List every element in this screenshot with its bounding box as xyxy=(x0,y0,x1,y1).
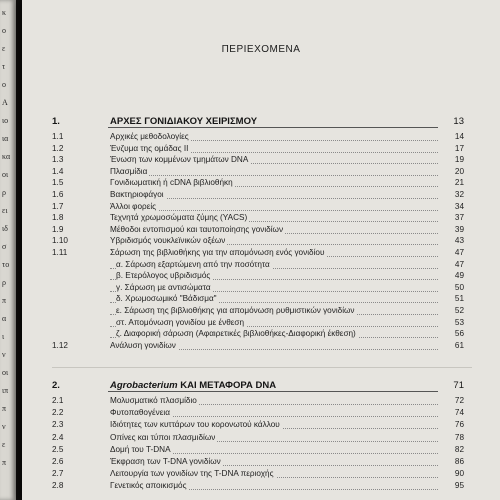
toc-entry-page: 49 xyxy=(454,271,464,281)
toc-entry-page: 61 xyxy=(454,340,464,350)
toc-entry-page: 74 xyxy=(454,408,464,418)
document-page xyxy=(22,0,500,500)
toc-entry-number: 2.5 xyxy=(52,444,64,454)
adjacent-page-fragment: ο xyxy=(2,26,6,35)
toc-entry-number: 1.6 xyxy=(52,190,64,199)
toc-entry-page: 51 xyxy=(454,294,464,304)
toc-entry-page: 76 xyxy=(454,420,464,430)
toc-entry xyxy=(52,408,472,420)
toc-entry-number: 1.10 xyxy=(52,236,68,246)
toc-entry-number: 1.8 xyxy=(52,213,64,223)
toc-entry xyxy=(52,283,472,295)
toc-entry xyxy=(52,155,472,167)
toc-entry-page: 95 xyxy=(454,481,464,491)
chapter-number: 1. xyxy=(52,116,60,127)
toc-entry-page: 39 xyxy=(454,224,464,234)
adjacent-page-fragment: α xyxy=(2,314,7,323)
toc-entry-text: Γενετικός αποικισμός xyxy=(110,481,187,491)
toc-entry-page: 21 xyxy=(454,178,464,188)
toc-entry-page: 47 xyxy=(454,259,464,269)
adjacent-page-fragment: κα xyxy=(2,152,11,161)
chapter-1-heading xyxy=(52,116,472,132)
adjacent-page-fragment: ν xyxy=(2,350,6,359)
toc-entry-page: 82 xyxy=(454,444,464,454)
toc-entry xyxy=(52,457,472,469)
toc-entry-page: 20 xyxy=(454,166,464,176)
adjacent-page-fragment: π xyxy=(2,404,7,413)
toc-entry-number: 1.5 xyxy=(52,178,64,188)
adjacent-page-fragment: ρ xyxy=(2,188,6,197)
toc-entry-page: 72 xyxy=(454,396,464,405)
adjacent-page-fragment: ει xyxy=(2,206,8,215)
chapter-title: ΑΡΧΕΣ ΓΟΝΙΔΙΑΚΟΥ ΧΕΙΡΙΣΜΟΥ xyxy=(110,116,258,127)
page-title: ΠΕΡΙΕΧΟΜΕΝΑ xyxy=(221,44,301,55)
chapter-rule xyxy=(108,127,438,128)
toc-entry-number: 1.3 xyxy=(52,155,64,165)
adjacent-page-fragment: σ xyxy=(2,242,7,251)
toc-entry-text: Ένωση των κομμένων τμημάτων DNA xyxy=(110,155,249,165)
toc-entry-page: 34 xyxy=(454,201,464,211)
toc-entry-text: α. Σάρωση εξαρτώμενη από την ποσότητα xyxy=(116,259,270,269)
adjacent-page-fragment: Α xyxy=(2,98,8,107)
toc-entry-text: Μολυσματικό πλασμίδιο xyxy=(110,396,197,405)
toc-entry xyxy=(52,236,472,248)
toc-entry xyxy=(52,318,472,330)
toc-entry-text: Υβριδισμός νουκλεϊνικών οξέων xyxy=(110,236,226,246)
toc-entry-number: 1.12 xyxy=(52,340,68,350)
toc-entry xyxy=(52,202,472,214)
adjacent-page-fragment: τ xyxy=(2,62,6,71)
toc-entry xyxy=(52,294,472,306)
toc-entry-text: Σάρωση της βιβλιοθήκης για την απομόνωση ενός γονιδίου xyxy=(110,248,325,257)
toc-entry xyxy=(52,396,472,408)
toc-entry-number: 2.4 xyxy=(52,432,64,442)
toc-entry-number: 2.1 xyxy=(52,396,64,405)
toc-entry xyxy=(52,225,472,237)
toc-entry xyxy=(52,433,472,445)
chapter-page: 13 xyxy=(453,116,464,127)
toc-entry-number: 1.11 xyxy=(52,248,68,257)
adjacent-page-fragment: οι xyxy=(2,170,9,179)
toc-entry-page: 17 xyxy=(454,143,464,153)
adjacent-page-fragment: κ xyxy=(2,8,7,17)
toc-entry-text: γ. Σάρωση με αντισώματα xyxy=(116,282,211,292)
toc-entry-text: Γονιδιωματική ή cDNA βιβλιοθήκη xyxy=(110,178,233,188)
toc-leader-dots xyxy=(110,210,438,211)
chapter-number: 2. xyxy=(52,380,60,391)
toc-entry-text: Δομή του T-DNA xyxy=(110,444,171,454)
toc-entry-page: 37 xyxy=(454,213,464,223)
toc-entry-page: 50 xyxy=(454,282,464,292)
toc-entry-number: 1.7 xyxy=(52,201,64,211)
toc-entry xyxy=(52,341,472,353)
toc-entry-text: Λειτουργία των γονιδίων της T-DNA περιοχής xyxy=(110,469,274,479)
toc-entry-text: δ. Χρωμοσωμικό "Βάδισμα" xyxy=(116,294,217,304)
toc-entry-text: στ. Απομόνωση γονιδίου με ένθεση xyxy=(116,317,245,327)
chapter-2-heading xyxy=(52,380,472,396)
chapter-rule xyxy=(108,391,438,392)
adjacent-page-fragment: ι xyxy=(2,332,5,341)
toc-entry-number: 2.3 xyxy=(52,420,64,430)
toc-entry xyxy=(52,445,472,457)
adjacent-page-fragment: ια xyxy=(2,134,9,143)
toc-entry-number: 1.1 xyxy=(52,132,64,141)
toc-entry xyxy=(52,178,472,190)
toc-entry-page: 86 xyxy=(454,457,464,466)
toc-entry-page: 56 xyxy=(454,329,464,339)
chapter-title-italic: Agrobacterium xyxy=(110,380,178,391)
adjacent-page-fragment: π xyxy=(2,458,7,467)
toc-entry-text: Φυτοπαθογένεια xyxy=(110,408,170,418)
toc-entry-page: 52 xyxy=(454,306,464,315)
toc-entry-text: Βακτηριοφάγοι xyxy=(110,190,164,199)
toc-entry-text: Μέθοδοι εντοπισμού και ταυτοποίησης γονιδίων xyxy=(110,224,284,234)
chapter-page: 71 xyxy=(453,380,464,391)
adjacent-page-fragment: ιο xyxy=(2,116,9,125)
toc-entry-text: Αρχικές μεθοδολογίες xyxy=(110,132,189,141)
toc-entry xyxy=(52,132,472,144)
toc-entry-text: Οπίνες και τύποι πλασμιδίων xyxy=(110,432,216,442)
adjacent-page-fragment: οι xyxy=(2,368,9,377)
toc-entry-number: 1.2 xyxy=(52,143,64,153)
toc-entry-number: 2.7 xyxy=(52,469,64,479)
adjacent-page-strip xyxy=(0,0,16,500)
adjacent-page-fragment: ιπ xyxy=(2,386,9,395)
toc-entry-text: ζ. Διαφορική σάρωση (Αφαιρετικές βιβλιοθήκες-Διαφορική έκθεση) xyxy=(116,329,356,339)
toc-entry xyxy=(52,481,472,493)
adjacent-page-fragment: ε xyxy=(2,440,6,449)
toc-entry xyxy=(52,167,472,179)
toc-entry-number: 2.8 xyxy=(52,481,64,491)
adjacent-page-fragment: ν xyxy=(2,422,6,431)
chapter-title xyxy=(110,380,276,391)
toc-entry xyxy=(52,306,472,318)
adjacent-page-fragment: π xyxy=(2,296,7,305)
toc-entry xyxy=(52,144,472,156)
adjacent-page-fragment: ρ xyxy=(2,278,6,287)
toc-entry-text: Άλλοι φορείς xyxy=(110,201,157,211)
adjacent-page-fragment: ο xyxy=(2,80,6,89)
toc-entry xyxy=(52,271,472,283)
section-divider xyxy=(52,367,472,368)
toc-entry xyxy=(52,190,472,202)
toc-entry xyxy=(52,469,472,481)
toc-entry-number: 1.9 xyxy=(52,224,64,234)
toc-entry-page: 53 xyxy=(454,317,464,327)
adjacent-page-fragment: το xyxy=(2,260,10,269)
toc-entry xyxy=(52,260,472,272)
toc-entry-page: 14 xyxy=(454,132,464,141)
adjacent-page-fragment: ε xyxy=(2,44,6,53)
toc-entry-text: Έκφραση των T-DNA γονιδίων xyxy=(110,457,221,466)
toc-entry-text: Πλασμίδια xyxy=(110,166,148,176)
adjacent-page-fragment: ιδ xyxy=(2,224,8,233)
toc-entry-text: Ιδιότητες των κυττάρων του κορονωτού κάλλου xyxy=(110,420,280,430)
toc-entry-text: Ένζυμα της ομάδας II xyxy=(110,143,189,153)
toc-entry xyxy=(52,329,472,341)
toc-entry-number: 1.4 xyxy=(52,166,64,176)
toc-entry-text: ε. Σάρωση της βιβλιοθήκης για απομόνωση ρυθμιστικών γονιδίων xyxy=(116,306,355,315)
toc-entry xyxy=(52,213,472,225)
chapter-title-rest: ΚΑΙ ΜΕΤΑΦΟΡΑ DNA xyxy=(177,380,277,391)
toc-entry-page: 47 xyxy=(454,248,464,257)
toc-entry-number: 2.6 xyxy=(52,457,64,466)
toc-entry xyxy=(52,248,472,260)
toc-entry-text: Τεχνητά χρωμοσώματα ζύμης (YACS) xyxy=(110,213,248,223)
toc-entry-page: 32 xyxy=(454,190,464,199)
toc-entry-text: Ανάλυση γονιδίων xyxy=(110,340,176,350)
toc-entry-text: β. Ετερόλογος υβριδισμός xyxy=(116,271,211,281)
toc-entry-page: 90 xyxy=(454,469,464,479)
toc-entry-number: 2.2 xyxy=(52,408,64,418)
toc-entry-page: 19 xyxy=(454,155,464,165)
toc-leader-dots xyxy=(110,175,438,176)
toc-entry-page: 78 xyxy=(454,432,464,442)
toc-entry xyxy=(52,420,472,432)
toc-entry-page: 43 xyxy=(454,236,464,246)
